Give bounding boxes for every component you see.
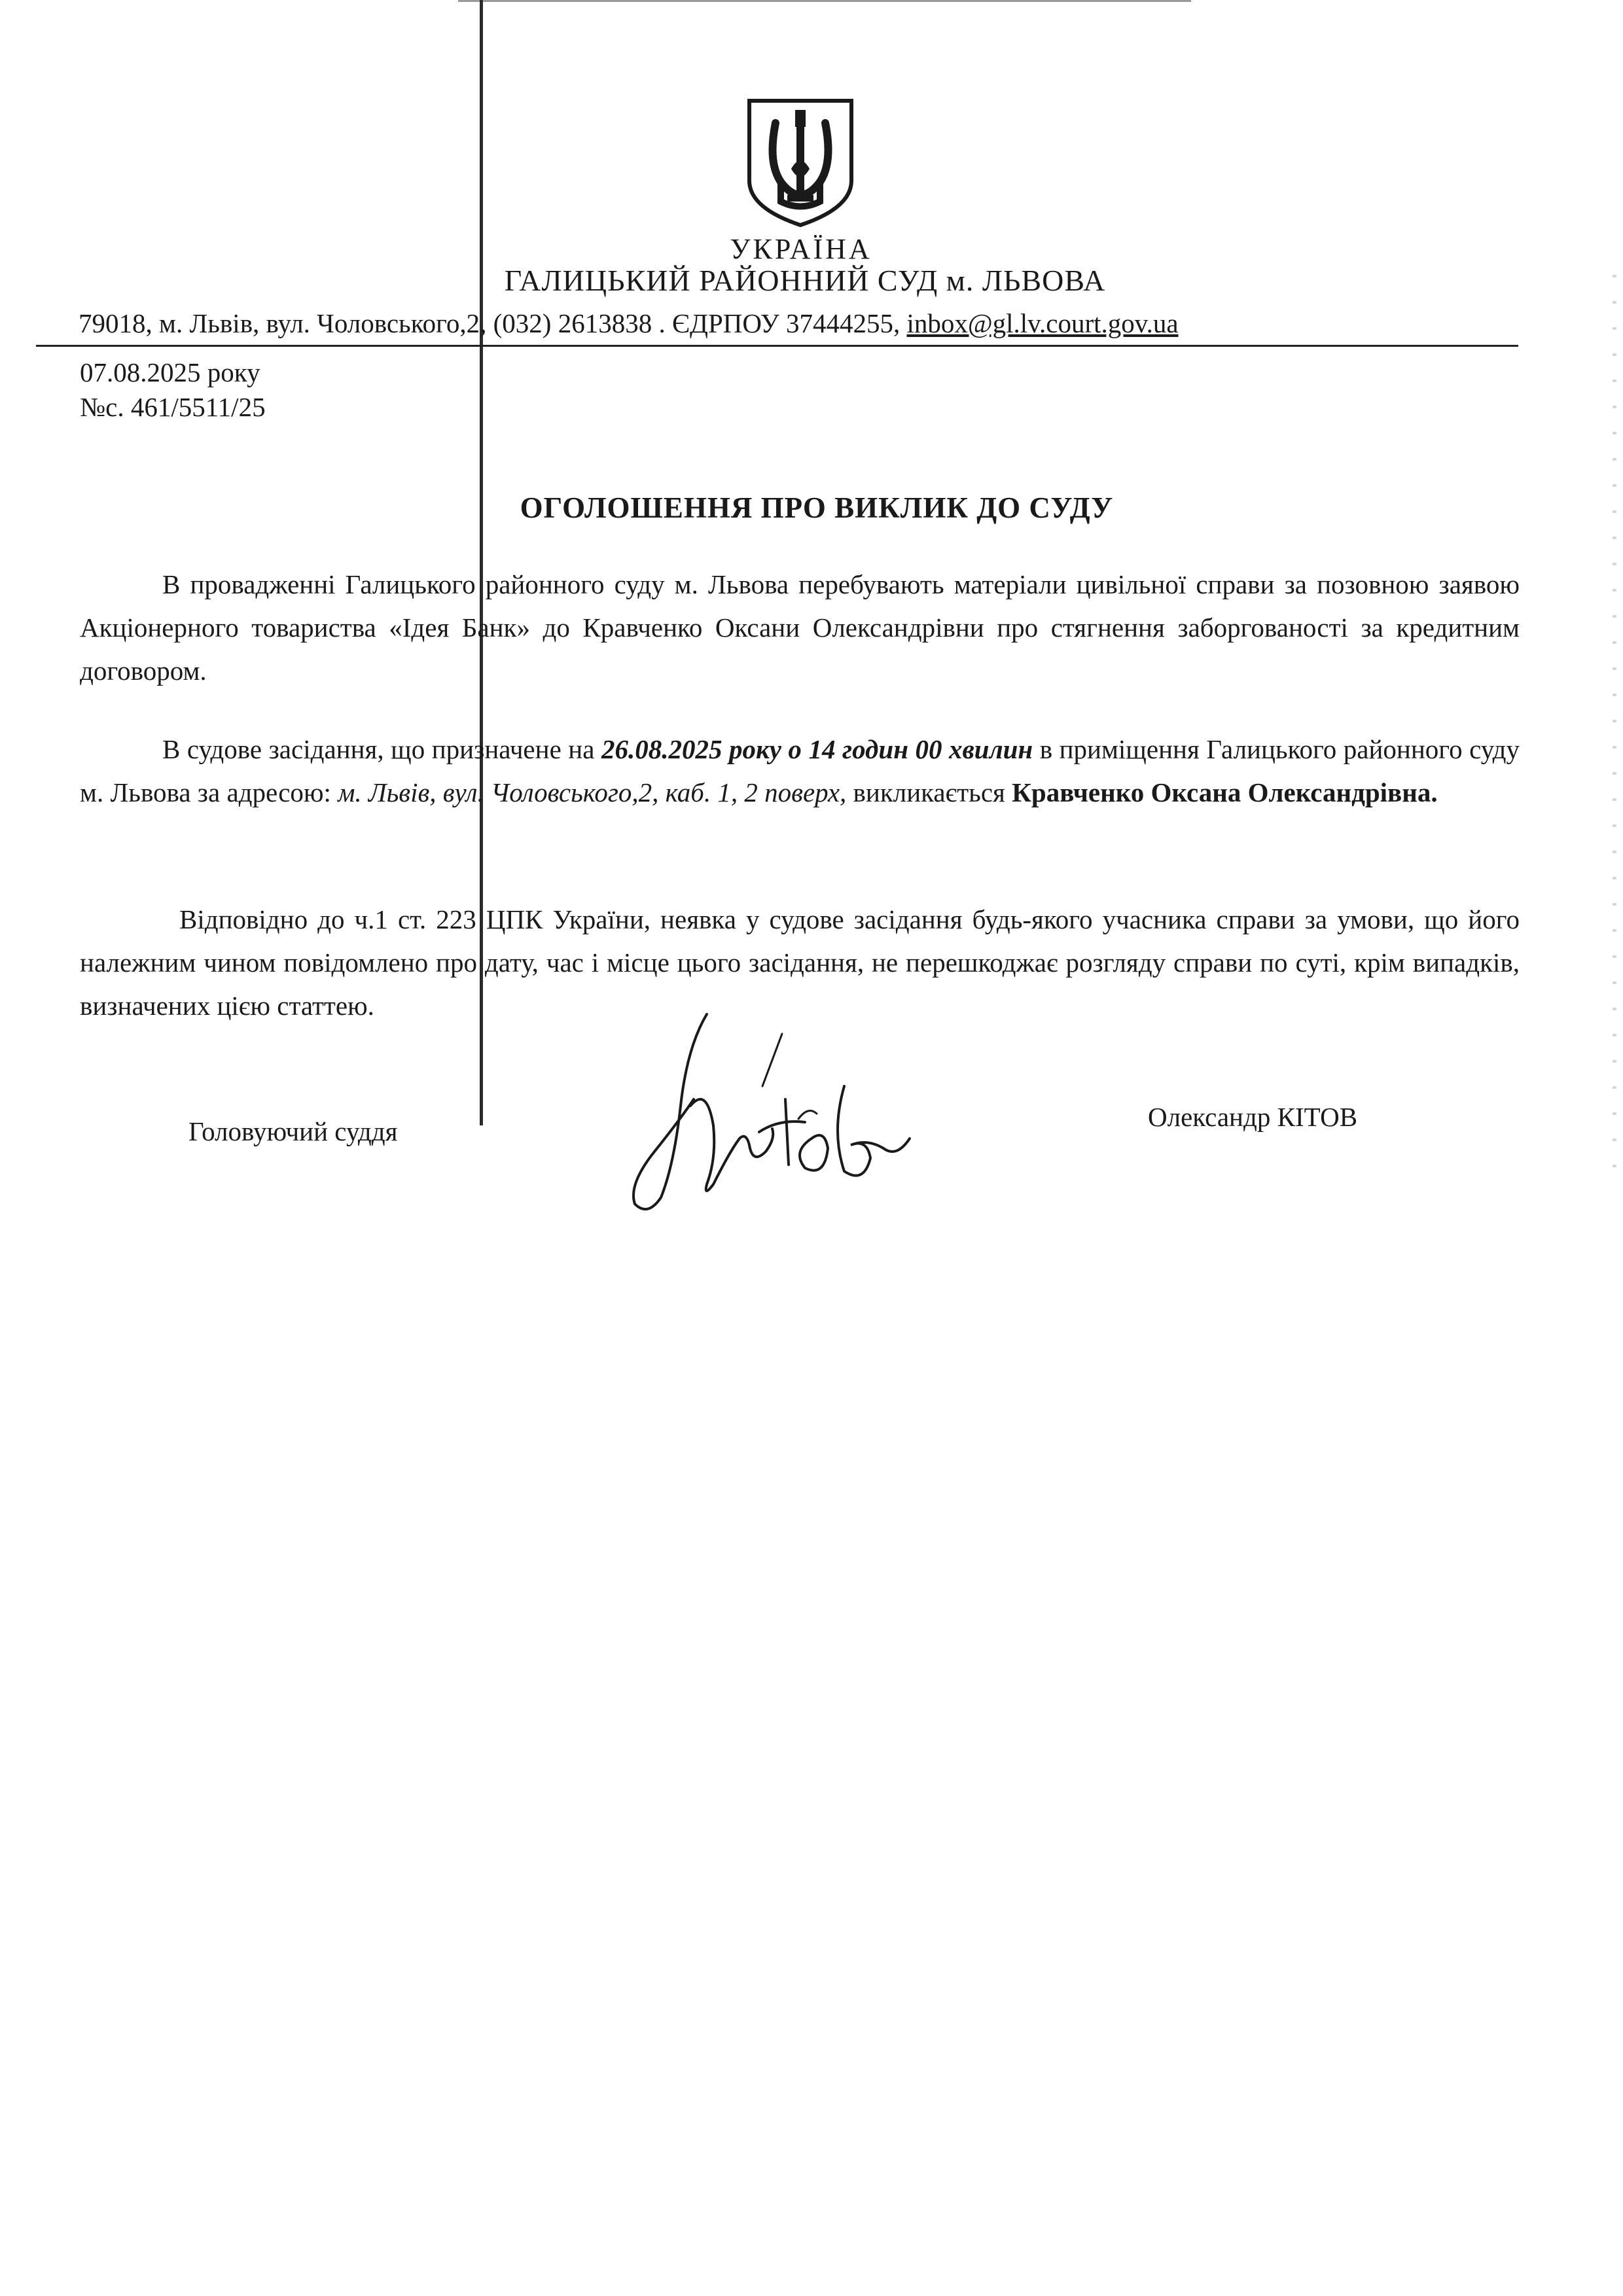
paragraph-legal-notice: Відповідно до ч.1 ст. 223 ЦПК України, неявка у судове засідання будь-якого учасника справи за умови, що його належним чином повідомлено про дату, час і місце цього засідання, не перешкоджає розгляду справи по суті, крім випадків, визначених цією статтею. [80, 904, 1520, 1021]
court-name: ГАЛИЦЬКИЙ РАЙОННИЙ СУД м. ЛЬВОВА [504, 264, 1106, 297]
court-address-text: 79018, м. Львів, вул. Чоловського,2, (032) 2613838 . ЄДРПОУ 37444255, [79, 308, 901, 338]
document-title: ОГОЛОШЕННЯ ПРО ВИКЛИК ДО СУДУ [520, 491, 1114, 524]
signatory-role: Головуючий суддя [188, 1116, 398, 1146]
paragraph-case-description: В провадженні Галицького районного суду м. Львова перебувають матеріали цивільної справи за позовною заявою Акціонерного товариства «Ідея Банк» до Кравченко Оксани Олександрівни про стягнення заборгованості за кредитним договором. [80, 569, 1520, 686]
paragraph-hearing-summons [80, 728, 1520, 814]
scan-artifact-top-line [458, 0, 1191, 2]
country-name: УКРАЇНА [730, 233, 872, 265]
hearing-mid-text: в приміщення Галицького районного суду м. Львова за адресою: [80, 734, 1520, 807]
summons-verb: викликається [853, 777, 1005, 807]
case-number: №с. 461/5511/25 [80, 392, 266, 422]
hearing-lead-text: В судове засідання, що призначене на [162, 734, 595, 764]
coat-of-arms-trident-icon [741, 97, 859, 228]
judge-name: Олександр КІТОВ [1148, 1102, 1358, 1132]
hearing-datetime: 26.08.2025 року о 14 годин 00 хвилин [601, 734, 1033, 764]
court-address [79, 308, 1544, 339]
hearing-address: м. Львів, вул. Чоловського,2, каб. 1, 2 поверх, [338, 777, 847, 807]
document-date: 07.08.2025 року [80, 357, 260, 387]
summoned-person: Кравченко Оксана Олександрівна. [1012, 777, 1438, 807]
scan-artifact-specks [1613, 275, 1616, 1178]
handwritten-signature [609, 1008, 962, 1224]
header-divider [36, 345, 1518, 347]
court-email-link[interactable]: inbox@gl.lv.court.gov.ua [906, 308, 1179, 338]
